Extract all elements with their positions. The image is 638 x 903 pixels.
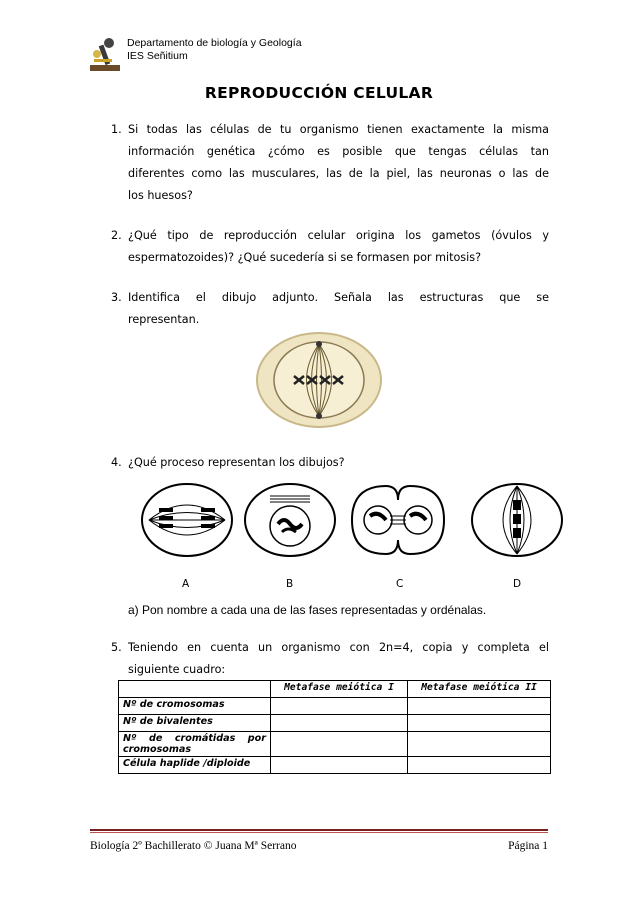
table-cell (408, 715, 551, 732)
question-1-number: 1. (111, 123, 122, 136)
question-3-text (128, 287, 549, 331)
table-row-label: Nº de bivalentes (119, 715, 271, 732)
cell-figure-a (139, 480, 235, 564)
subquestion-a: a) Pon nombre a cada una de las fases representadas y ordénalas. (128, 603, 487, 617)
footer-divider (90, 829, 548, 831)
question-1-line: Si todas las células de tu organismo tienen exactamente la misma (128, 123, 549, 136)
table-row-label: Nº de cromosomas (119, 698, 271, 715)
table-row (119, 757, 551, 774)
table-cell (271, 715, 408, 732)
table-cell (271, 732, 408, 757)
footer-divider-thin (90, 832, 548, 833)
table-header-row (119, 681, 551, 698)
figure-label-a: A (182, 578, 190, 590)
question-5-number: 5. (111, 641, 122, 654)
table-header-cell: Metafase meiótica I (271, 681, 408, 698)
cell-figure-c (346, 480, 450, 564)
question-4-line: ¿Qué proceso representan los dibujos? (128, 456, 345, 469)
cell-figure-b (242, 480, 338, 564)
question-2-number: 2. (111, 229, 122, 242)
chromosome-table (118, 680, 551, 774)
question-5-line: Teniendo en cuenta un organismo con 2n=4, copia y completa el (128, 641, 549, 654)
table-cell (271, 698, 408, 715)
metaphase-cell-figure (254, 330, 384, 434)
figure-label-b: B (286, 578, 294, 590)
table-row-label: Célula haplide /diploide (119, 757, 271, 774)
footer-credit: Biología 2º Bachillerato © Juana Mª Serrano (90, 840, 297, 852)
question-4-text (128, 452, 549, 474)
figure-label-d: D (513, 578, 522, 590)
page-title: REPRODUCCIÓN CELULAR (204, 84, 434, 102)
table-row (119, 698, 551, 715)
microscope-logo-icon (88, 35, 124, 73)
question-5-text (128, 637, 549, 681)
table-cell (408, 698, 551, 715)
question-3-number: 3. (111, 291, 122, 304)
question-3-line: Identifica el dibujo adjunto. Señala las estructuras que se (128, 291, 549, 304)
header-department (127, 37, 302, 63)
question-1-line: los huesos? (128, 189, 193, 202)
question-1-line: información genética ¿cómo es posible que tengas células tan (128, 145, 549, 158)
question-1-text (128, 119, 549, 207)
question-4-number: 4. (111, 456, 122, 469)
table-header-cell (119, 681, 271, 698)
table-cell (408, 732, 551, 757)
table-row-label: Nº de cromátidas por cromosomas (119, 732, 271, 757)
table-row (119, 715, 551, 732)
table-cell (271, 757, 408, 774)
table-cell (408, 757, 551, 774)
department-name: Departamento de biología y Geología (127, 37, 302, 49)
question-1-line: diferentes como las musculares, las de la piel, las neuronas o las de (128, 167, 549, 180)
question-2-line: espermatozoides)? ¿Qué sucedería si se formasen por mitosis? (128, 251, 482, 264)
question-2-text (128, 225, 549, 269)
question-2-line: ¿Qué tipo de reproducción celular origina los gametos (óvulos y (128, 229, 549, 242)
cell-figure-d (469, 480, 565, 564)
page-number: Página 1 (508, 840, 548, 852)
question-5-line: siguiente cuadro: (128, 663, 226, 676)
figure-label-c: C (396, 578, 404, 590)
table-header-cell: Metafase meiótica II (408, 681, 551, 698)
question-3-line: representan. (128, 313, 200, 326)
table-row (119, 732, 551, 757)
school-name: IES Señitium (127, 50, 188, 62)
